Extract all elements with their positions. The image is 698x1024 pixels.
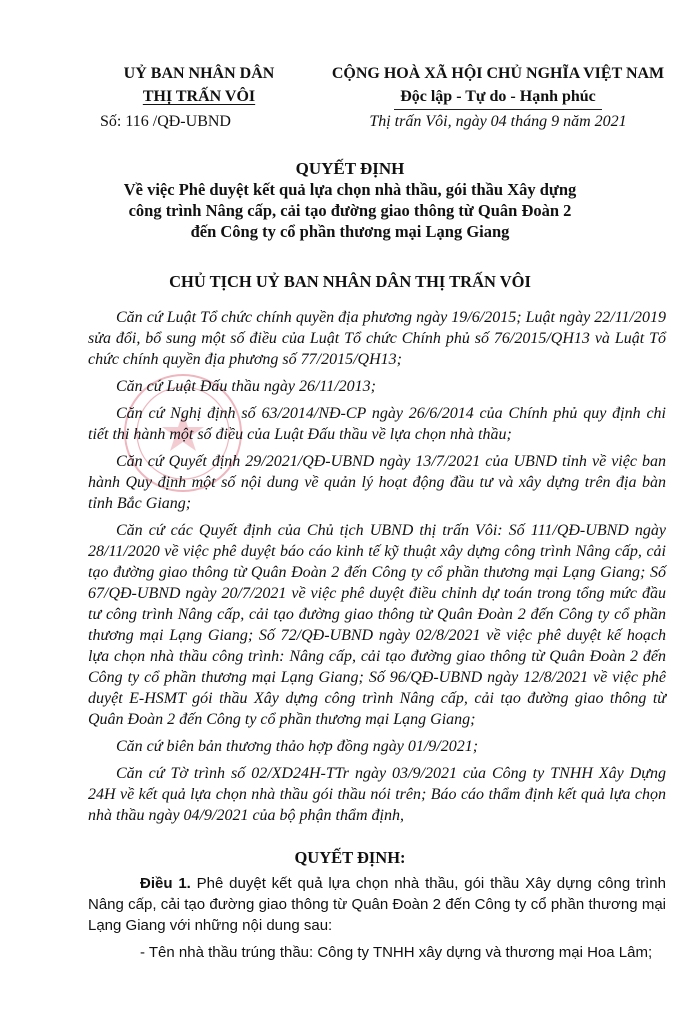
title-line-3: đến Công ty cổ phần thương mại Lạng Giang (190, 222, 510, 241)
article-1-paragraph (88, 873, 666, 936)
motto-underline (394, 109, 602, 110)
title-heading: QUYẾT ĐỊNH (295, 159, 405, 178)
authority-line-1: UỶ BAN NHÂN DÂN (123, 65, 275, 82)
national-motto: Độc lập - Tự do - Hạnh phúc (400, 88, 596, 105)
document-title (40, 158, 660, 242)
title-line-2: công trình Nâng cấp, cải tạo đường giao thông từ Quân Đoàn 2 (128, 201, 572, 220)
article-1-item: - Tên nhà thầu trúng thầu: Công ty TNHH xây dựng và thương mại Hoa Lâm; (140, 944, 653, 961)
basis-paragraph: Căn cứ Luật Đấu thầu ngày 26/11/2013; (116, 378, 376, 395)
issuer-title: CHỦ TỊCH UỶ BAN NHÂN DÂN THỊ TRẤN VÔI (169, 272, 531, 291)
article-1-label: Điều 1. (140, 875, 191, 892)
basis-paragraph: Căn cứ biên bản thương thảo hợp đồng ngày 01/9/2021; (116, 738, 479, 755)
basis-paragraph: Căn cứ các Quyết định của Chủ tịch UBND thị trấn Vôi: Số 111/QĐ-UBND ngày 28/11/2020 về việc phê duyệt báo cáo kinh tế kỹ thuật xây dựng công trình Nâng cấp, cải tạo đường giao thông từ Quân Đoàn 2 đến Công ty cổ phần thương mại Lạng Giang; Số 67/QĐ-UBND ngày 20/7/2021 về việc phê duyệt điều chỉnh dự toán trong tổng mức đầu tư công trình Nâng cấp, cải tạo đường giao thông từ Quân Đoàn 2 đến Công ty cổ phần thương mại Lạng Giang; Số 72/QĐ-UBND ngày 02/8/2021 về việc phê duyệt kế hoạch lựa chọn nhà thầu công trình: Nâng cấp, cải tạo đường giao thông từ Quân Đoàn 2 đến Công ty cổ phần thương mại Lạng Giang; Số 96/QĐ-UBND ngày 12/8/2021 về việc phê duyệt E-HSMT gói thầu Xây dựng công trình Nâng cấp, cải tạo đường giao thông từ Quân Đoàn 2 đến Công ty cổ phần thương mại Lạng Giang; (88, 522, 666, 728)
title-line-1: Về việc Phê duyệt kết quả lựa chọn nhà thầu, gói thầu Xây dựng (123, 180, 577, 199)
legal-bases (88, 307, 666, 832)
basis-paragraph: Căn cứ Luật Tổ chức chính quyền địa phương ngày 19/6/2015; Luật ngày 22/11/2019 sửa đổi, bổ sung một số điều của Luật Tổ chức Chính phủ số 76/2015/QH13 và Luật Tổ chức chính quyền địa phương số 77/2015/QH13; (88, 309, 666, 368)
basis-paragraph: Căn cứ Tờ trình số 02/XD24H-TTr ngày 03/9/2021 của Công ty TNHH Xây Dựng 24H về kết quả lựa chọn nhà thầu gói thầu nói trên; Báo cáo thẩm định kết quả lựa chọn nhà thầu ngày 04/9/2021 của bộ phận thẩm định, (88, 765, 666, 824)
article-1-text: Phê duyệt kết quả lựa chọn nhà thầu, gói thầu Xây dựng công trình Nâng cấp, cải tạo đường giao thông từ Quân Đoàn 2 đến Công ty cổ phần thương mại Lạng Giang với những nội dung sau: (88, 875, 666, 934)
document-number: Số: 116 /QĐ-UBND (100, 113, 231, 130)
decision-heading: QUYẾT ĐỊNH: (294, 848, 406, 867)
country-name: CỘNG HOÀ XÃ HỘI CHỦ NGHĨA VIỆT NAM (331, 65, 665, 82)
issuing-authority (88, 62, 310, 108)
basis-paragraph: Căn cứ Quyết định 29/2021/QĐ-UBND ngày 13/7/2021 của UBND tỉnh về việc ban hành Quy định một số nội dung về quản lý hoạt động đầu tư và xây dựng trên địa bàn tỉnh Bắc Giang; (88, 453, 666, 512)
date-place: Thị trấn Vôi, ngày 04 tháng 9 năm 2021 (369, 113, 627, 130)
article-1 (88, 873, 666, 969)
authority-line-2: THỊ TRẤN VÔI (142, 88, 256, 105)
national-header (318, 62, 678, 110)
basis-paragraph: Căn cứ Nghị định số 63/2014/NĐ-CP ngày 26/6/2014 của Chính phủ quy định chi tiết thi hành một số điều của Luật Đấu thầu về lựa chọn nhà thầu; (88, 405, 666, 443)
